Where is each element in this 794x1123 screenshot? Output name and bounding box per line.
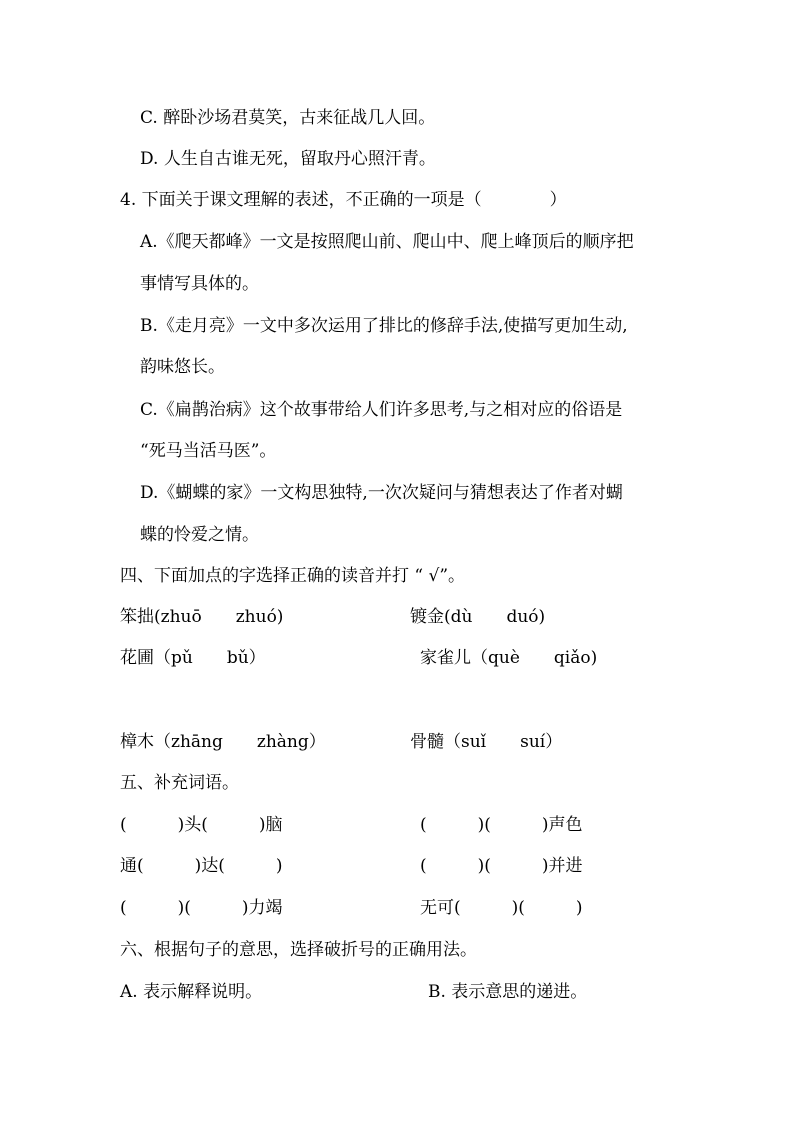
pinyin-item: 樟木（zhāng zhàng） [120,732,326,752]
section4-title: 四、下面加点的字选择正确的读音并打 “ √”。 [120,566,466,586]
q4-option-c-line2: “死马当活马医”。 [140,441,277,461]
section6-option-b: B. 表示意思的递进。 [428,982,588,1002]
pinyin-item: 花圃（pǔ bǔ） [120,648,266,668]
pinyin-item: 家雀儿（què qiǎo) [420,648,598,668]
idiom-item: ( )( )并进 [420,856,583,876]
q4-option-d-line2: 蝶的怜爱之情。 [140,525,259,545]
q3-option-c: C. 醉卧沙场君莫笑，古来征战几人回。 [140,108,436,128]
q4-option-c-line1: C.《扁鹊治病》这个故事带给人们许多思考,与之相对应的俗语是 [140,400,623,420]
q4-option-b-line1: B.《走月亮》一文中多次运用了排比的修辞手法,使描写更加生动, [140,316,628,336]
idiom-item: ( )( )声色 [420,815,583,835]
q3-option-d: D. 人生自古谁无死，留取丹心照汗青。 [140,149,436,169]
q4-option-a-line1: A.《爬天都峰》一文是按照爬山前、爬山中、爬上峰顶后的顺序把 [140,232,634,252]
q4-option-a-line2: 事情写具体的。 [140,274,259,294]
idiom-item: 无可( )( ) [420,898,583,918]
pinyin-item: 骨髓（suǐ suí） [410,732,563,752]
idiom-item: ( )( )力竭 [120,898,283,918]
idiom-item: ( )头( )脑 [120,815,283,835]
section5-title: 五、补充词语。 [120,773,239,793]
section6-option-a: A. 表示解释说明。 [120,982,263,1002]
idiom-item: 通( )达( ) [120,856,283,876]
pinyin-item: 镀金(dù duó) [410,607,546,627]
q4-stem: 4. 下面关于课文理解的表述，不正确的一项是（ ） [120,190,567,210]
pinyin-item: 笨拙(zhuō zhuó) [120,607,284,627]
q4-option-d-line1: D.《蝴蝶的家》一文构思独特,一次次疑问与猜想表达了作者对蝴 [140,483,623,503]
q4-option-b-line2: 韵味悠长。 [140,357,225,377]
section6-title: 六、根据句子的意思，选择破折号的正确用法。 [120,940,477,960]
